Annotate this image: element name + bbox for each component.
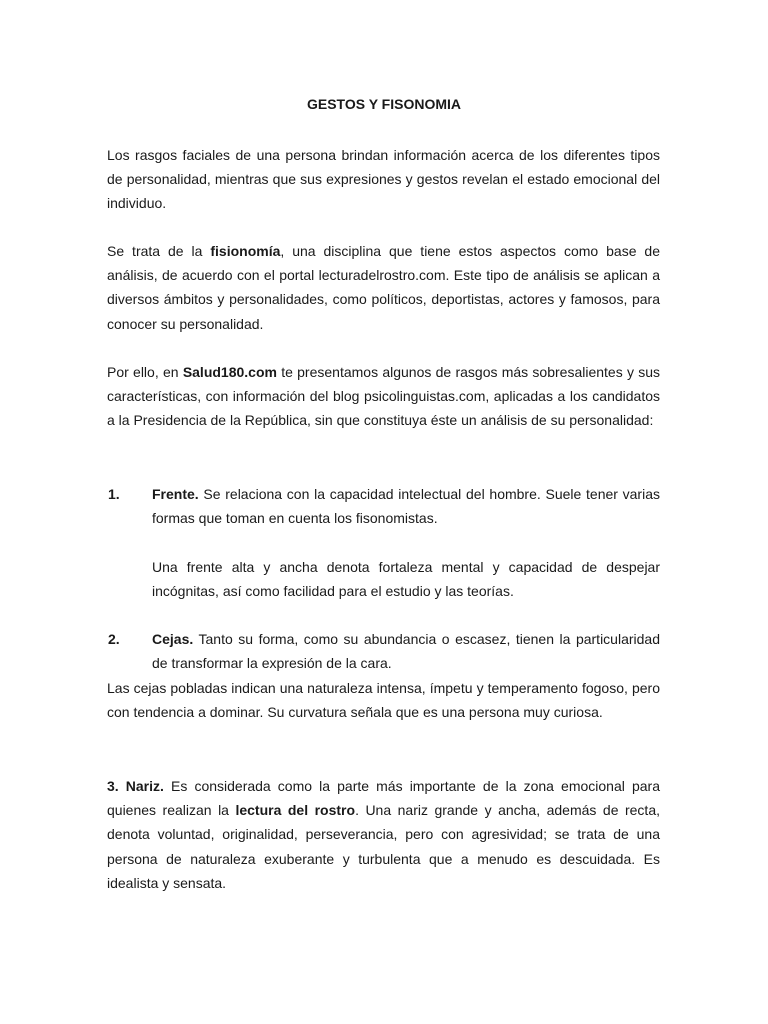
paragraph-salud180 (107, 360, 660, 433)
list-item-text: Tanto su forma, como su abundancia o escasez, tienen la particularidad de transformar la expresión de la cara. (152, 631, 660, 672)
paragraph-text: Por ello, en (107, 364, 183, 380)
bold-term: fisionomía (210, 243, 281, 259)
list-item-frente (108, 482, 660, 530)
paragraph-intro: Los rasgos faciales de una persona brindan información acerca de los diferentes tipos de personalidad, mientras que sus expresiones y gestos revelan el estado emocional del individuo. (107, 147, 660, 212)
paragraph-fisionomia (107, 239, 660, 336)
paragraph-text: , una disciplina que tiene estos aspectos como base de análisis, de acuerdo con el portal lecturadelrostro.com. Este tipo de análisis se aplican a diversos ámbitos y personalidades, como políticos, deportistas, actores y famosos, para conocer su personalidad. (107, 243, 661, 332)
list-item-heading: Cejas. (152, 631, 194, 647)
bold-term: lectura del rostro (235, 802, 356, 819)
list-number: 2. (108, 631, 120, 647)
paragraph-text: Se trata de la (107, 243, 211, 259)
document-title: GESTOS Y FISONOMIA (306, 96, 462, 112)
list-item-frente-detail: Una frente alta y ancha denota fortaleza mental y capacidad de despejar incógnitas, así como facilidad para el estudio y las teorías. (152, 559, 660, 600)
paragraph-text: . Una nariz grande y ancha, además de recta, denota voluntad, originalidad, perseverancia, pero con agresividad; se trata de una persona de naturaleza exuberante y turbulenta que a menudo es descuidada. Es idealista y sensata. (107, 802, 660, 891)
list-item-cejas (108, 627, 660, 675)
paragraph-nariz (107, 774, 660, 895)
paragraph-text: Es considerada como la parte más importante de la zona emocional para quienes realizan la (107, 778, 660, 819)
bold-term: 3. Nariz. (107, 778, 164, 794)
list-item-text: Se relaciona con la capacidad intelectual del hombre. Suele tener varias formas que toman en cuenta los fisonomistas. (152, 486, 660, 527)
list-number: 1. (108, 486, 120, 502)
list-item-heading: Frente. (152, 486, 199, 502)
paragraph-cejas: Las cejas pobladas indican una naturaleza intensa, ímpetu y temperamento fogoso, pero con tendencia a dominar. Su curvatura señala que es una persona muy curiosa. (107, 680, 660, 721)
paragraph-text: te presentamos algunos de rasgos más sobresalientes y sus características, con información del blog psicolinguistas.com, aplicadas a los candidatos a la Presidencia de la República, sin que constituya éste un análisis de su personalidad: (107, 364, 660, 429)
bold-term: Salud180.com (182, 364, 277, 380)
